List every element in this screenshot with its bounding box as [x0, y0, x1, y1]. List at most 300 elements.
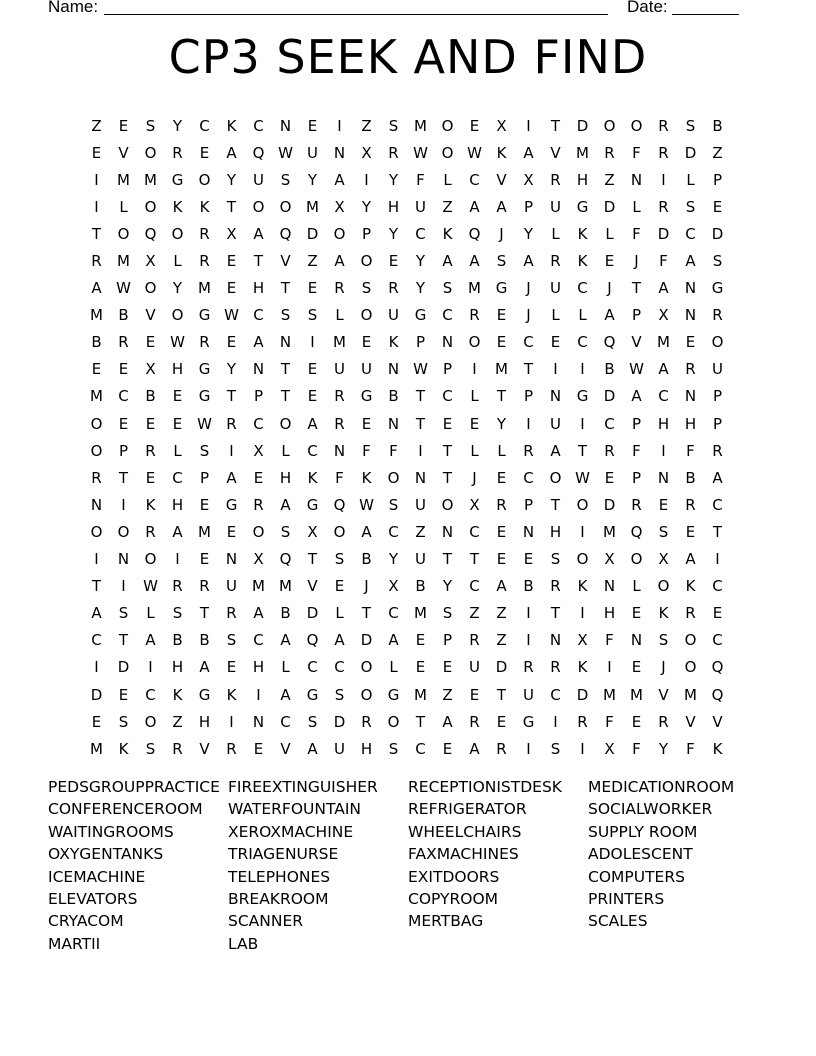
- grid-letter[interactable]: R: [334, 387, 345, 406]
- grid-letter[interactable]: O: [387, 712, 400, 731]
- grid-letter[interactable]: C: [253, 631, 264, 650]
- grid-letter[interactable]: Q: [630, 522, 643, 541]
- grid-letter[interactable]: N: [684, 306, 697, 325]
- grid-letter[interactable]: E: [604, 468, 615, 487]
- grid-letter[interactable]: J: [661, 658, 666, 677]
- grid-letter[interactable]: C: [415, 224, 426, 243]
- grid-letter[interactable]: L: [173, 252, 182, 271]
- grid-letter[interactable]: Z: [712, 143, 723, 162]
- grid-letter[interactable]: E: [145, 414, 156, 433]
- grid-letter[interactable]: E: [307, 360, 318, 379]
- grid-letter[interactable]: S: [550, 550, 561, 569]
- grid-letter[interactable]: I: [526, 116, 531, 135]
- grid-letter[interactable]: E: [172, 414, 183, 433]
- grid-letter[interactable]: N: [684, 387, 697, 406]
- grid-letter[interactable]: R: [145, 522, 156, 541]
- grid-letter[interactable]: U: [415, 550, 426, 569]
- grid-letter[interactable]: X: [523, 170, 534, 189]
- grid-letter[interactable]: A: [361, 522, 372, 541]
- grid-letter[interactable]: N: [279, 333, 292, 352]
- grid-letter[interactable]: P: [631, 414, 642, 433]
- grid-letter[interactable]: D: [117, 658, 130, 677]
- grid-letter[interactable]: N: [252, 712, 265, 731]
- grid-letter[interactable]: R: [604, 441, 615, 460]
- grid-letter[interactable]: S: [334, 685, 345, 704]
- grid-letter[interactable]: X: [577, 631, 588, 650]
- grid-letter[interactable]: F: [686, 739, 695, 758]
- grid-letter[interactable]: A: [172, 522, 183, 541]
- grid-letter[interactable]: P: [118, 441, 129, 460]
- grid-letter[interactable]: D: [603, 197, 616, 216]
- grid-letter[interactable]: T: [442, 468, 453, 487]
- grid-letter[interactable]: Q: [711, 685, 724, 704]
- grid-letter[interactable]: R: [550, 577, 561, 596]
- grid-letter[interactable]: L: [632, 577, 641, 596]
- grid-letter[interactable]: K: [685, 577, 696, 596]
- date-line[interactable]: [672, 14, 739, 15]
- grid-letter[interactable]: U: [415, 197, 426, 216]
- grid-letter[interactable]: S: [145, 116, 156, 135]
- grid-letter[interactable]: V: [658, 685, 669, 704]
- grid-letter[interactable]: G: [198, 306, 211, 325]
- grid-letter[interactable]: A: [685, 550, 696, 569]
- grid-letter[interactable]: M: [306, 197, 319, 216]
- grid-letter[interactable]: O: [90, 441, 103, 460]
- grid-letter[interactable]: H: [252, 658, 265, 677]
- grid-letter[interactable]: T: [442, 550, 453, 569]
- grid-letter[interactable]: N: [90, 495, 103, 514]
- grid-letter[interactable]: S: [685, 116, 696, 135]
- grid-letter[interactable]: T: [496, 685, 507, 704]
- grid-letter[interactable]: V: [712, 712, 723, 731]
- grid-letter[interactable]: E: [253, 468, 264, 487]
- grid-letter[interactable]: A: [469, 252, 480, 271]
- grid-letter[interactable]: K: [442, 224, 453, 243]
- grid-letter[interactable]: K: [226, 116, 237, 135]
- grid-letter[interactable]: I: [580, 522, 585, 541]
- grid-letter[interactable]: A: [334, 170, 345, 189]
- grid-letter[interactable]: N: [630, 170, 643, 189]
- grid-letter[interactable]: O: [117, 224, 130, 243]
- grid-letter[interactable]: V: [496, 170, 507, 189]
- grid-letter[interactable]: C: [172, 468, 183, 487]
- grid-letter[interactable]: N: [279, 116, 292, 135]
- grid-letter[interactable]: G: [306, 495, 319, 514]
- grid-letter[interactable]: R: [91, 252, 102, 271]
- grid-letter[interactable]: J: [499, 224, 504, 243]
- grid-letter[interactable]: B: [712, 116, 723, 135]
- grid-letter[interactable]: X: [604, 739, 615, 758]
- grid-letter[interactable]: O: [684, 631, 697, 650]
- grid-letter[interactable]: L: [632, 197, 641, 216]
- grid-letter[interactable]: C: [388, 604, 399, 623]
- grid-letter[interactable]: R: [658, 143, 669, 162]
- grid-letter[interactable]: I: [94, 197, 99, 216]
- grid-letter[interactable]: E: [334, 577, 345, 596]
- grid-letter[interactable]: E: [712, 604, 723, 623]
- grid-letter[interactable]: O: [360, 306, 373, 325]
- grid-letter[interactable]: D: [495, 658, 508, 677]
- grid-letter[interactable]: Q: [306, 631, 319, 650]
- grid-letter[interactable]: P: [523, 197, 534, 216]
- grid-letter[interactable]: K: [577, 224, 588, 243]
- grid-letter[interactable]: X: [388, 577, 399, 596]
- grid-letter[interactable]: Y: [442, 577, 453, 596]
- grid-letter[interactable]: E: [442, 739, 453, 758]
- grid-letter[interactable]: E: [631, 604, 642, 623]
- grid-letter[interactable]: Z: [496, 631, 507, 650]
- grid-letter[interactable]: U: [550, 197, 561, 216]
- grid-letter[interactable]: A: [658, 279, 669, 298]
- grid-letter[interactable]: E: [118, 414, 129, 433]
- grid-letter[interactable]: T: [226, 197, 237, 216]
- grid-letter[interactable]: H: [171, 360, 184, 379]
- grid-letter[interactable]: R: [496, 495, 507, 514]
- grid-letter[interactable]: R: [523, 441, 534, 460]
- grid-letter[interactable]: A: [226, 468, 237, 487]
- grid-letter[interactable]: C: [388, 522, 399, 541]
- grid-letter[interactable]: F: [416, 170, 425, 189]
- grid-letter[interactable]: R: [199, 224, 210, 243]
- grid-letter[interactable]: N: [117, 550, 130, 569]
- grid-letter[interactable]: A: [280, 495, 291, 514]
- grid-letter[interactable]: M: [90, 387, 103, 406]
- grid-letter[interactable]: R: [658, 197, 669, 216]
- grid-letter[interactable]: L: [497, 441, 506, 460]
- grid-letter[interactable]: O: [90, 522, 103, 541]
- grid-letter[interactable]: M: [279, 577, 292, 596]
- grid-letter[interactable]: T: [550, 116, 561, 135]
- grid-letter[interactable]: A: [469, 739, 480, 758]
- name-line[interactable]: [104, 14, 608, 15]
- grid-letter[interactable]: T: [226, 387, 237, 406]
- grid-letter[interactable]: E: [307, 279, 318, 298]
- grid-letter[interactable]: P: [199, 468, 210, 487]
- grid-letter[interactable]: B: [388, 387, 399, 406]
- grid-letter[interactable]: P: [631, 306, 642, 325]
- grid-letter[interactable]: K: [172, 197, 183, 216]
- grid-letter[interactable]: B: [361, 550, 372, 569]
- grid-letter[interactable]: S: [388, 116, 399, 135]
- grid-letter[interactable]: R: [631, 495, 642, 514]
- grid-letter[interactable]: I: [229, 712, 234, 731]
- grid-letter[interactable]: I: [418, 441, 423, 460]
- grid-letter[interactable]: A: [253, 604, 264, 623]
- grid-letter[interactable]: P: [712, 414, 723, 433]
- grid-letter[interactable]: F: [686, 441, 695, 460]
- grid-letter[interactable]: J: [526, 279, 531, 298]
- grid-letter[interactable]: T: [307, 550, 318, 569]
- grid-letter[interactable]: J: [364, 577, 369, 596]
- grid-letter[interactable]: U: [334, 739, 345, 758]
- grid-letter[interactable]: E: [469, 414, 480, 433]
- grid-letter[interactable]: S: [550, 739, 561, 758]
- grid-letter[interactable]: I: [526, 414, 531, 433]
- grid-letter[interactable]: T: [550, 604, 561, 623]
- grid-letter[interactable]: A: [280, 631, 291, 650]
- grid-letter[interactable]: R: [658, 116, 669, 135]
- grid-letter[interactable]: B: [199, 631, 210, 650]
- grid-letter[interactable]: E: [226, 279, 237, 298]
- grid-letter[interactable]: T: [415, 712, 426, 731]
- grid-letter[interactable]: B: [415, 577, 426, 596]
- grid-letter[interactable]: I: [661, 170, 666, 189]
- grid-letter[interactable]: T: [550, 495, 561, 514]
- grid-letter[interactable]: I: [229, 441, 234, 460]
- grid-letter[interactable]: Y: [172, 116, 183, 135]
- grid-letter[interactable]: T: [361, 604, 372, 623]
- grid-letter[interactable]: M: [603, 685, 616, 704]
- grid-letter[interactable]: I: [94, 550, 99, 569]
- grid-letter[interactable]: N: [252, 360, 265, 379]
- grid-letter[interactable]: T: [280, 360, 291, 379]
- grid-letter[interactable]: B: [172, 631, 183, 650]
- grid-letter[interactable]: V: [280, 739, 291, 758]
- grid-letter[interactable]: C: [712, 495, 723, 514]
- grid-letter[interactable]: M: [603, 522, 616, 541]
- grid-letter[interactable]: M: [468, 279, 481, 298]
- grid-letter[interactable]: Z: [361, 116, 372, 135]
- grid-letter[interactable]: O: [144, 712, 157, 731]
- grid-letter[interactable]: N: [441, 333, 454, 352]
- grid-letter[interactable]: F: [632, 143, 641, 162]
- grid-letter[interactable]: R: [685, 495, 696, 514]
- grid-letter[interactable]: V: [631, 333, 642, 352]
- grid-letter[interactable]: E: [469, 116, 480, 135]
- grid-letter[interactable]: I: [580, 360, 585, 379]
- grid-letter[interactable]: O: [387, 468, 400, 487]
- grid-letter[interactable]: C: [199, 116, 210, 135]
- grid-letter[interactable]: R: [334, 414, 345, 433]
- grid-letter[interactable]: E: [91, 712, 102, 731]
- grid-letter[interactable]: T: [253, 252, 264, 271]
- grid-letter[interactable]: O: [144, 279, 157, 298]
- grid-letter[interactable]: D: [711, 224, 724, 243]
- grid-letter[interactable]: P: [712, 170, 723, 189]
- grid-letter[interactable]: V: [199, 739, 210, 758]
- grid-letter[interactable]: C: [658, 387, 669, 406]
- grid-letter[interactable]: K: [226, 685, 237, 704]
- grid-letter[interactable]: O: [630, 116, 643, 135]
- grid-letter[interactable]: G: [495, 279, 508, 298]
- grid-letter[interactable]: L: [389, 658, 398, 677]
- grid-letter[interactable]: U: [415, 495, 426, 514]
- grid-letter[interactable]: F: [632, 441, 641, 460]
- grid-letter[interactable]: E: [91, 360, 102, 379]
- grid-letter[interactable]: F: [632, 739, 641, 758]
- grid-letter[interactable]: T: [415, 387, 426, 406]
- grid-letter[interactable]: E: [172, 387, 183, 406]
- grid-letter[interactable]: T: [442, 441, 453, 460]
- grid-letter[interactable]: E: [118, 360, 129, 379]
- grid-letter[interactable]: C: [712, 631, 723, 650]
- grid-letter[interactable]: K: [307, 468, 318, 487]
- grid-letter[interactable]: R: [604, 143, 615, 162]
- grid-letter[interactable]: Y: [172, 279, 183, 298]
- grid-letter[interactable]: E: [199, 550, 210, 569]
- grid-letter[interactable]: T: [523, 360, 534, 379]
- grid-letter[interactable]: E: [145, 468, 156, 487]
- grid-letter[interactable]: Q: [711, 658, 724, 677]
- grid-letter[interactable]: F: [605, 712, 614, 731]
- grid-letter[interactable]: M: [495, 360, 508, 379]
- grid-letter[interactable]: A: [442, 252, 453, 271]
- grid-letter[interactable]: Z: [172, 712, 183, 731]
- grid-letter[interactable]: L: [443, 170, 452, 189]
- grid-letter[interactable]: S: [118, 604, 129, 623]
- grid-letter[interactable]: I: [553, 712, 558, 731]
- grid-letter[interactable]: N: [333, 143, 346, 162]
- grid-letter[interactable]: X: [307, 522, 318, 541]
- grid-letter[interactable]: E: [361, 414, 372, 433]
- grid-letter[interactable]: A: [334, 631, 345, 650]
- grid-letter[interactable]: T: [118, 631, 129, 650]
- grid-letter[interactable]: C: [253, 116, 264, 135]
- grid-letter[interactable]: W: [224, 306, 239, 325]
- grid-letter[interactable]: A: [523, 143, 534, 162]
- grid-letter[interactable]: D: [576, 116, 589, 135]
- grid-letter[interactable]: S: [118, 712, 129, 731]
- grid-letter[interactable]: C: [91, 631, 102, 650]
- grid-letter[interactable]: A: [91, 604, 102, 623]
- grid-letter[interactable]: A: [307, 414, 318, 433]
- grid-letter[interactable]: E: [91, 143, 102, 162]
- grid-letter[interactable]: L: [470, 441, 479, 460]
- grid-letter[interactable]: O: [441, 495, 454, 514]
- grid-letter[interactable]: F: [389, 441, 398, 460]
- grid-letter[interactable]: O: [144, 550, 157, 569]
- grid-letter[interactable]: R: [712, 441, 723, 460]
- grid-letter[interactable]: Y: [415, 252, 426, 271]
- grid-letter[interactable]: U: [307, 143, 318, 162]
- grid-letter[interactable]: A: [226, 143, 237, 162]
- grid-letter[interactable]: W: [359, 495, 374, 514]
- grid-letter[interactable]: O: [171, 306, 184, 325]
- grid-letter[interactable]: U: [550, 279, 561, 298]
- grid-letter[interactable]: N: [522, 522, 535, 541]
- grid-letter[interactable]: P: [442, 631, 453, 650]
- grid-letter[interactable]: T: [631, 279, 642, 298]
- grid-letter[interactable]: O: [279, 197, 292, 216]
- grid-letter[interactable]: T: [577, 441, 588, 460]
- grid-letter[interactable]: I: [580, 739, 585, 758]
- grid-letter[interactable]: D: [603, 387, 616, 406]
- grid-letter[interactable]: T: [496, 387, 507, 406]
- grid-letter[interactable]: X: [361, 143, 372, 162]
- grid-letter[interactable]: P: [361, 224, 372, 243]
- grid-letter[interactable]: Y: [226, 360, 237, 379]
- grid-letter[interactable]: Z: [469, 604, 480, 623]
- grid-letter[interactable]: E: [199, 495, 210, 514]
- grid-letter[interactable]: E: [496, 468, 507, 487]
- grid-letter[interactable]: F: [335, 468, 344, 487]
- grid-letter[interactable]: C: [280, 712, 291, 731]
- grid-letter[interactable]: N: [657, 468, 670, 487]
- grid-letter[interactable]: M: [198, 522, 211, 541]
- grid-letter[interactable]: P: [442, 360, 453, 379]
- grid-letter[interactable]: G: [711, 279, 724, 298]
- grid-letter[interactable]: T: [469, 550, 480, 569]
- grid-letter[interactable]: L: [173, 441, 182, 460]
- grid-letter[interactable]: U: [388, 306, 399, 325]
- grid-letter[interactable]: M: [576, 143, 589, 162]
- grid-letter[interactable]: K: [658, 604, 669, 623]
- grid-letter[interactable]: S: [280, 170, 291, 189]
- grid-letter[interactable]: X: [334, 197, 345, 216]
- grid-letter[interactable]: Z: [415, 522, 426, 541]
- grid-letter[interactable]: I: [526, 604, 531, 623]
- grid-letter[interactable]: Q: [252, 143, 265, 162]
- grid-letter[interactable]: I: [715, 550, 720, 569]
- grid-letter[interactable]: P: [253, 387, 264, 406]
- grid-letter[interactable]: Y: [388, 170, 399, 189]
- grid-letter[interactable]: D: [306, 604, 319, 623]
- grid-letter[interactable]: B: [604, 360, 615, 379]
- grid-letter[interactable]: X: [145, 252, 156, 271]
- grid-letter[interactable]: R: [118, 333, 129, 352]
- grid-letter[interactable]: A: [550, 441, 561, 460]
- grid-letter[interactable]: H: [657, 414, 670, 433]
- grid-letter[interactable]: M: [414, 685, 427, 704]
- grid-letter[interactable]: O: [90, 414, 103, 433]
- grid-letter[interactable]: T: [199, 604, 210, 623]
- grid-letter[interactable]: O: [360, 658, 373, 677]
- grid-letter[interactable]: C: [307, 441, 318, 460]
- grid-letter[interactable]: N: [441, 522, 454, 541]
- grid-letter[interactable]: O: [360, 685, 373, 704]
- grid-letter[interactable]: S: [199, 441, 210, 460]
- grid-letter[interactable]: P: [523, 387, 534, 406]
- grid-letter[interactable]: L: [470, 387, 479, 406]
- grid-letter[interactable]: Y: [415, 279, 426, 298]
- grid-letter[interactable]: M: [684, 685, 697, 704]
- grid-letter[interactable]: O: [576, 495, 589, 514]
- grid-letter[interactable]: W: [413, 143, 428, 162]
- grid-letter[interactable]: S: [145, 739, 156, 758]
- grid-letter[interactable]: P: [631, 468, 642, 487]
- grid-letter[interactable]: H: [171, 658, 184, 677]
- grid-letter[interactable]: V: [550, 143, 561, 162]
- grid-letter[interactable]: R: [712, 306, 723, 325]
- grid-letter[interactable]: B: [91, 333, 102, 352]
- grid-letter[interactable]: M: [90, 739, 103, 758]
- grid-letter[interactable]: R: [226, 414, 237, 433]
- grid-letter[interactable]: W: [629, 360, 644, 379]
- grid-letter[interactable]: O: [684, 658, 697, 677]
- grid-letter[interactable]: S: [685, 197, 696, 216]
- grid-letter[interactable]: Y: [388, 224, 399, 243]
- grid-letter[interactable]: K: [172, 685, 183, 704]
- grid-letter[interactable]: O: [117, 522, 130, 541]
- grid-letter[interactable]: R: [199, 252, 210, 271]
- grid-letter[interactable]: S: [658, 631, 669, 650]
- grid-letter[interactable]: O: [657, 577, 670, 596]
- grid-letter[interactable]: D: [603, 495, 616, 514]
- grid-letter[interactable]: A: [253, 224, 264, 243]
- grid-letter[interactable]: I: [472, 360, 477, 379]
- grid-letter[interactable]: I: [256, 685, 261, 704]
- grid-letter[interactable]: O: [252, 522, 265, 541]
- grid-letter[interactable]: I: [580, 604, 585, 623]
- grid-letter[interactable]: Q: [279, 224, 292, 243]
- grid-letter[interactable]: S: [712, 252, 723, 271]
- grid-letter[interactable]: M: [252, 577, 265, 596]
- grid-letter[interactable]: E: [307, 387, 318, 406]
- grid-letter[interactable]: G: [522, 712, 535, 731]
- grid-letter[interactable]: S: [361, 279, 372, 298]
- grid-letter[interactable]: X: [253, 550, 264, 569]
- grid-letter[interactable]: T: [712, 522, 723, 541]
